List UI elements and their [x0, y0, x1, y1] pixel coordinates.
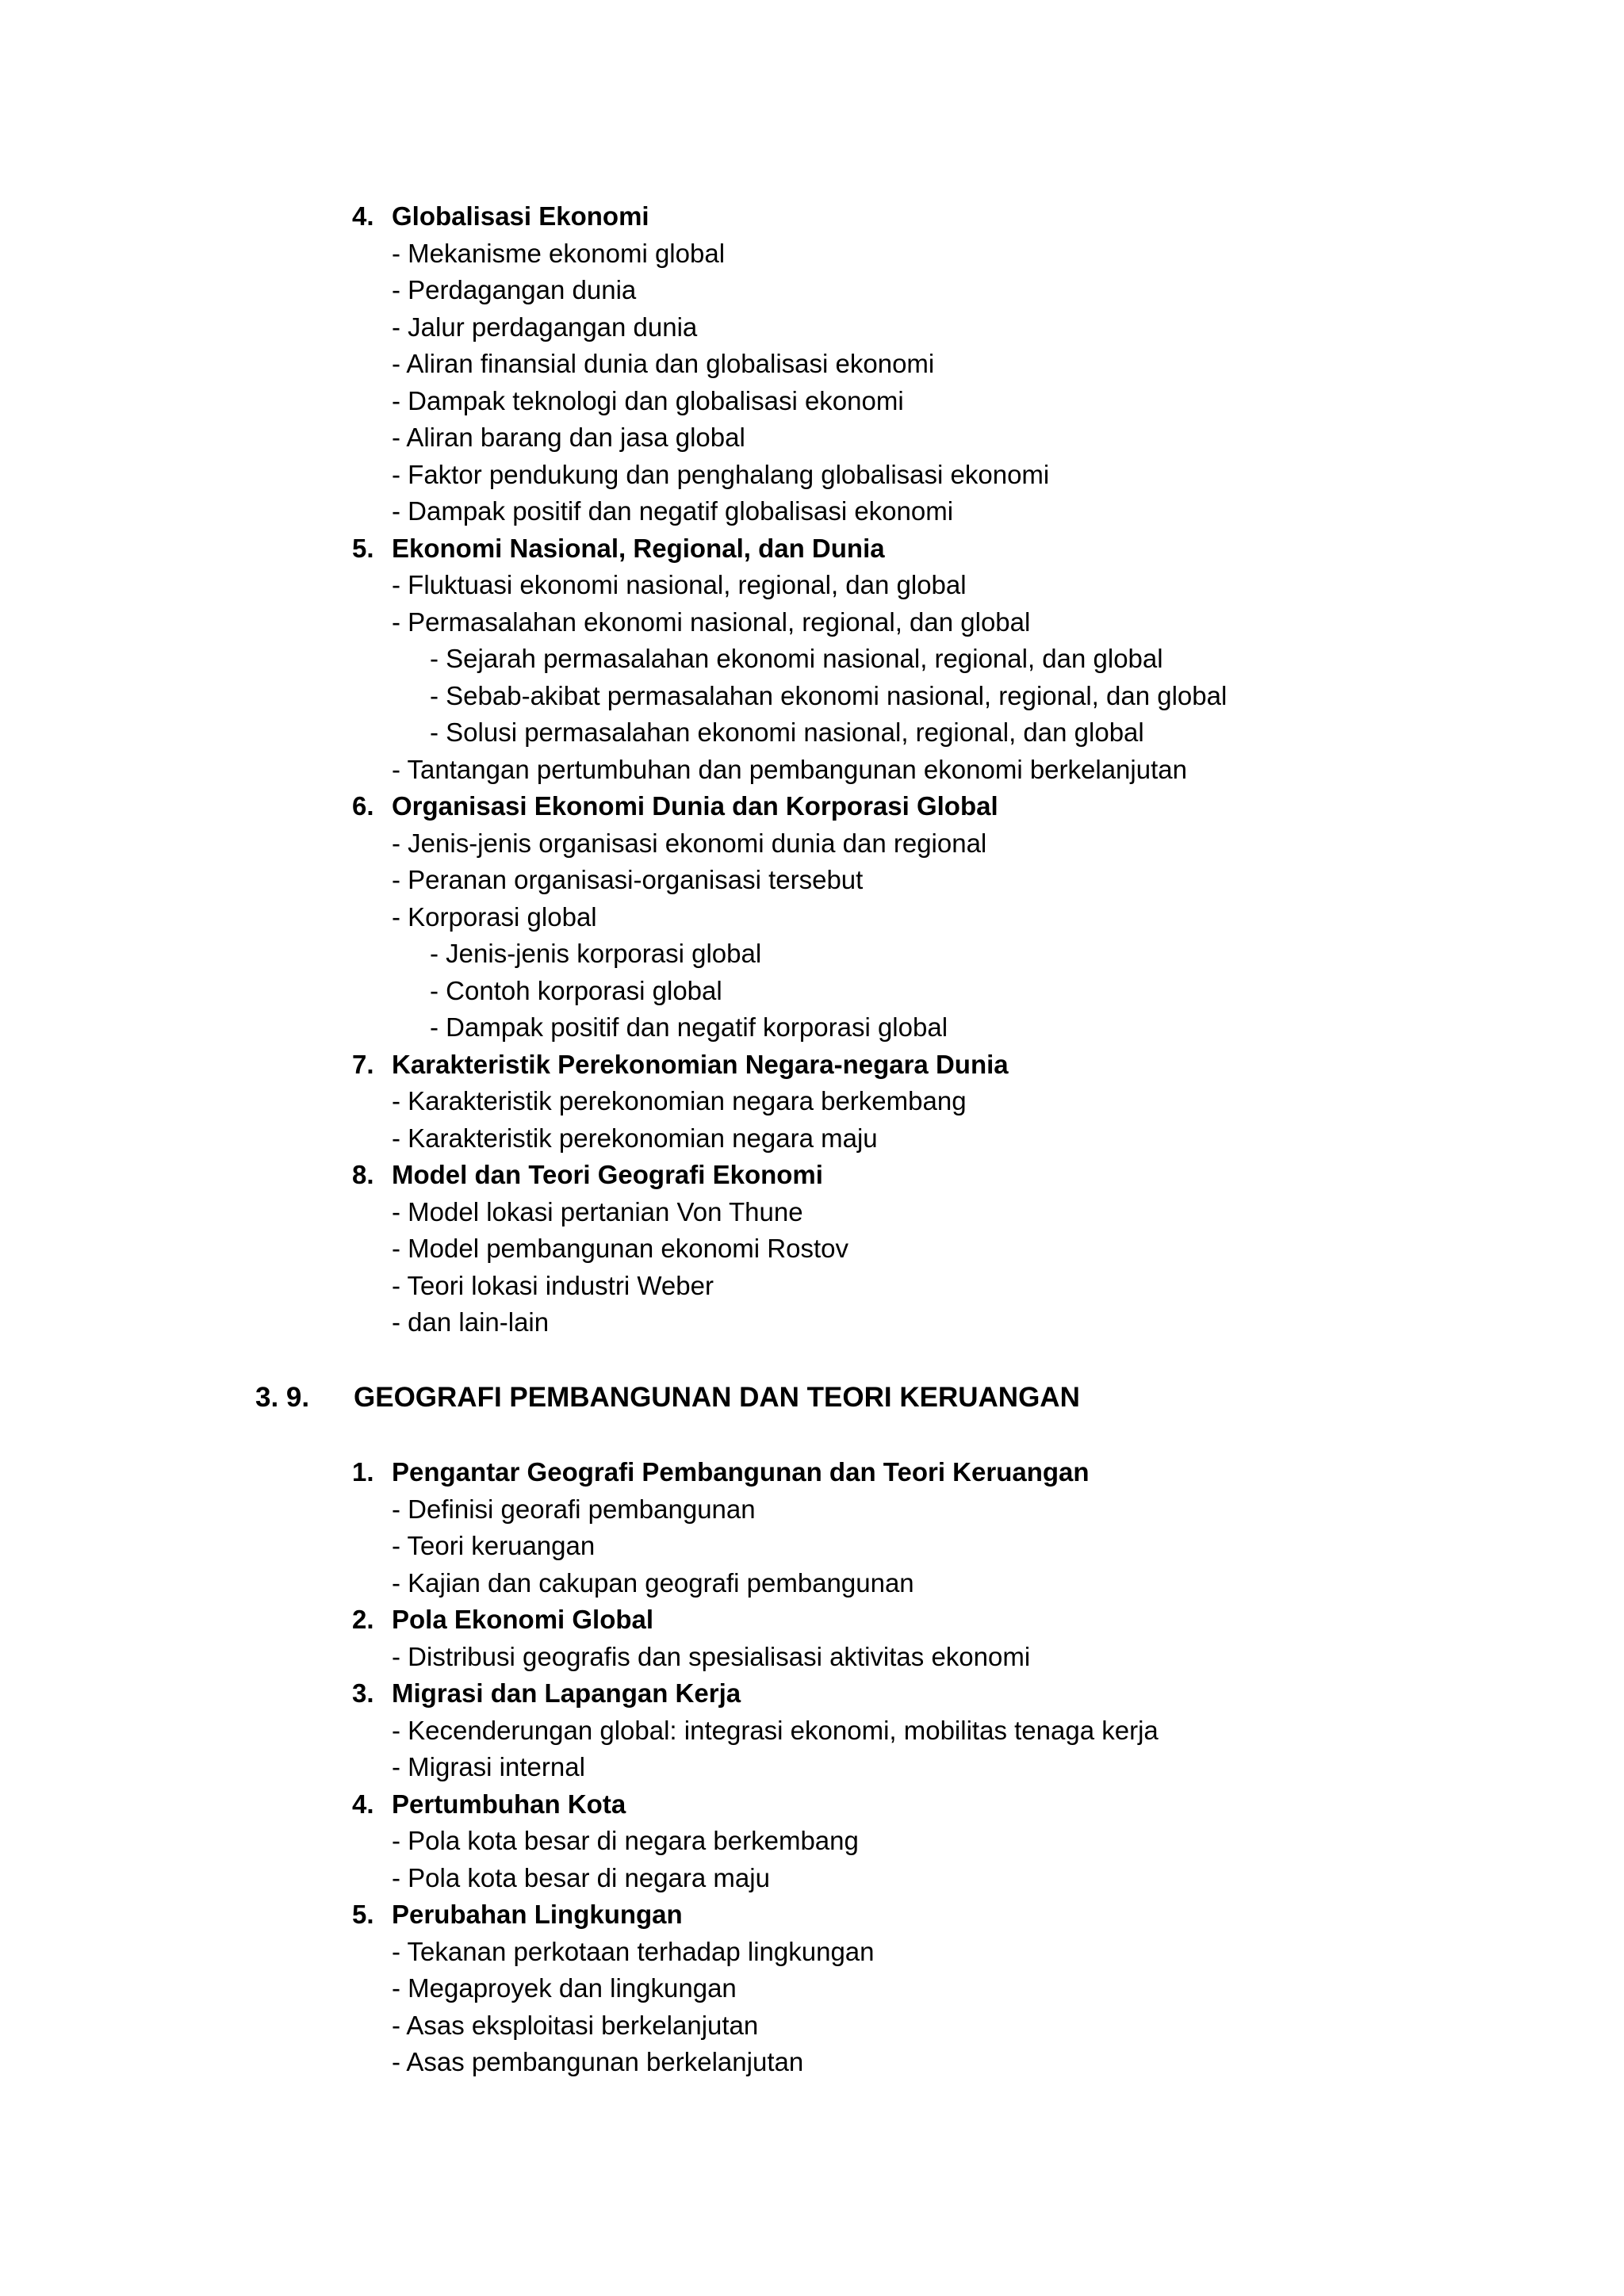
- sub-item: - Aliran finansial dunia dan globalisasi ekonomi: [392, 349, 935, 378]
- topic-title: Globalisasi Ekonomi: [392, 201, 649, 231]
- sub-item: - Definisi georafi pembangunan: [392, 1494, 756, 1524]
- topic-number: 5.: [352, 1900, 374, 1929]
- sub-item: - Teori lokasi industri Weber: [392, 1270, 714, 1300]
- topic-heading: [0, 1675, 1624, 1712]
- sub-item: - Asas eksploitasi berkelanjutan: [392, 2010, 759, 2040]
- sub-item: - Distribusi geografis dan spesialisasi aktivitas ekonomi: [392, 1641, 1031, 1671]
- topic-number: 4.: [352, 1789, 374, 1819]
- sub-item: - Model pembangunan ekonomi Rostov: [392, 1234, 849, 1263]
- sub-item: - Mekanisme ekonomi global: [392, 238, 726, 268]
- sub-item: - Faktor pendukung dan penghalang globalisasi ekonomi: [392, 459, 1050, 489]
- sub-item: - Pola kota besar di negara berkembang: [392, 1826, 859, 1855]
- sub-item: - Megaproyek dan lingkungan: [392, 1973, 737, 2003]
- topic-title: Karakteristik Perekonomian Negara-negara Dunia: [392, 1049, 1009, 1079]
- sub-item: - Migrasi internal: [392, 1752, 585, 1781]
- topic-heading: [0, 530, 1624, 568]
- sub-sub-item: - Solusi permasalahan ekonomi nasional, regional, dan global: [430, 718, 1144, 747]
- topic-title: Organisasi Ekonomi Dunia dan Korporasi Global: [392, 791, 998, 821]
- sub-item: - Fluktuasi ekonomi nasional, regional, dan global: [392, 570, 967, 599]
- topic-title: Migrasi dan Lapangan Kerja: [392, 1678, 741, 1708]
- sub-item: - Dampak positif dan negatif globalisasi ekonomi: [392, 496, 954, 526]
- sub-item: - Korporasi global: [392, 901, 597, 932]
- topic-number: 6.: [352, 791, 374, 821]
- sub-sub-item: - Jenis-jenis korporasi global: [430, 939, 762, 968]
- sub-item: - Karakteristik perekonomian negara maju: [392, 1123, 878, 1153]
- topic-heading: [0, 1896, 1624, 1934]
- topic-heading: [0, 788, 1624, 825]
- sub-item: - Karakteristik perekonomian negara berkembang: [392, 1086, 967, 1115]
- topic-number: 7.: [352, 1049, 374, 1079]
- section-heading: [0, 1378, 1624, 1418]
- topic-heading: [0, 1601, 1624, 1639]
- topic-number: 8.: [352, 1160, 374, 1189]
- sub-item: - Teori keruangan: [392, 1531, 596, 1560]
- topic-heading: [0, 1786, 1624, 1823]
- sub-item: - Kajian dan cakupan geografi pembangunan: [392, 1567, 914, 1598]
- topic-heading: [0, 1454, 1624, 1491]
- topic-title: Perubahan Lingkungan: [392, 1900, 683, 1929]
- sub-item: - Aliran barang dan jasa global: [392, 423, 745, 452]
- sub-sub-item: - Contoh korporasi global: [430, 975, 722, 1005]
- section-number: 3. 9.: [255, 1382, 310, 1413]
- outline-part-economic-globalization: [0, 198, 1624, 1341]
- topic-title: Pengantar Geografi Pembangunan dan Teori Keruangan: [392, 1457, 1090, 1487]
- topic-title: Model dan Teori Geografi Ekonomi: [392, 1160, 823, 1189]
- topic-title: Pertumbuhan Kota: [392, 1789, 626, 1819]
- topic-number: 1.: [352, 1457, 374, 1487]
- sub-item: - Permasalahan ekonomi nasional, regional, dan global: [392, 607, 1031, 637]
- sub-item: - Pola kota besar di negara maju: [392, 1862, 770, 1892]
- sub-item: - Perdagangan dunia: [392, 275, 637, 304]
- sub-item: - Jenis-jenis organisasi ekonomi dunia dan regional: [392, 828, 987, 858]
- sub-item: - Tantangan pertumbuhan dan pembangunan ekonomi berkelanjutan: [392, 754, 1187, 784]
- sub-item: - Kecenderungan global: integrasi ekonomi, mobilitas tenaga kerja: [392, 1715, 1159, 1745]
- sub-item: - Peranan organisasi-organisasi tersebut: [392, 865, 864, 894]
- topic-title: Pola Ekonomi Global: [392, 1605, 654, 1634]
- topic-number: 2.: [352, 1605, 374, 1634]
- topic-number: 4.: [352, 201, 374, 231]
- sub-item: - Asas pembangunan berkelanjutan: [392, 2047, 804, 2076]
- sub-sub-item: - Sejarah permasalahan ekonomi nasional, regional, dan global: [430, 644, 1163, 673]
- outline-part-development-geography: [0, 1454, 1624, 2081]
- topic-number: 5.: [352, 533, 374, 563]
- sub-item: - Tekanan perkotaan terhadap lingkungan: [392, 1936, 875, 1966]
- topic-number: 3.: [352, 1678, 374, 1708]
- section-title: GEOGRAFI PEMBANGUNAN DAN TEORI KERUANGAN: [354, 1382, 1080, 1413]
- sub-item: - dan lain-lain: [392, 1307, 550, 1337]
- sub-sub-item: - Dampak positif dan negatif korporasi global: [430, 1012, 948, 1042]
- sub-sub-item: - Sebab-akibat permasalahan ekonomi nasional, regional, dan global: [430, 680, 1228, 710]
- topic-title: Ekonomi Nasional, Regional, dan Dunia: [392, 533, 885, 563]
- sub-item: - Dampak teknologi dan globalisasi ekonomi: [392, 385, 904, 415]
- sub-item: - Model lokasi pertanian Von Thune: [392, 1196, 803, 1226]
- topic-heading: [0, 1157, 1624, 1194]
- sub-item: - Jalur perdagangan dunia: [392, 312, 698, 342]
- topic-heading: [0, 1047, 1624, 1084]
- topic-heading: [0, 198, 1624, 235]
